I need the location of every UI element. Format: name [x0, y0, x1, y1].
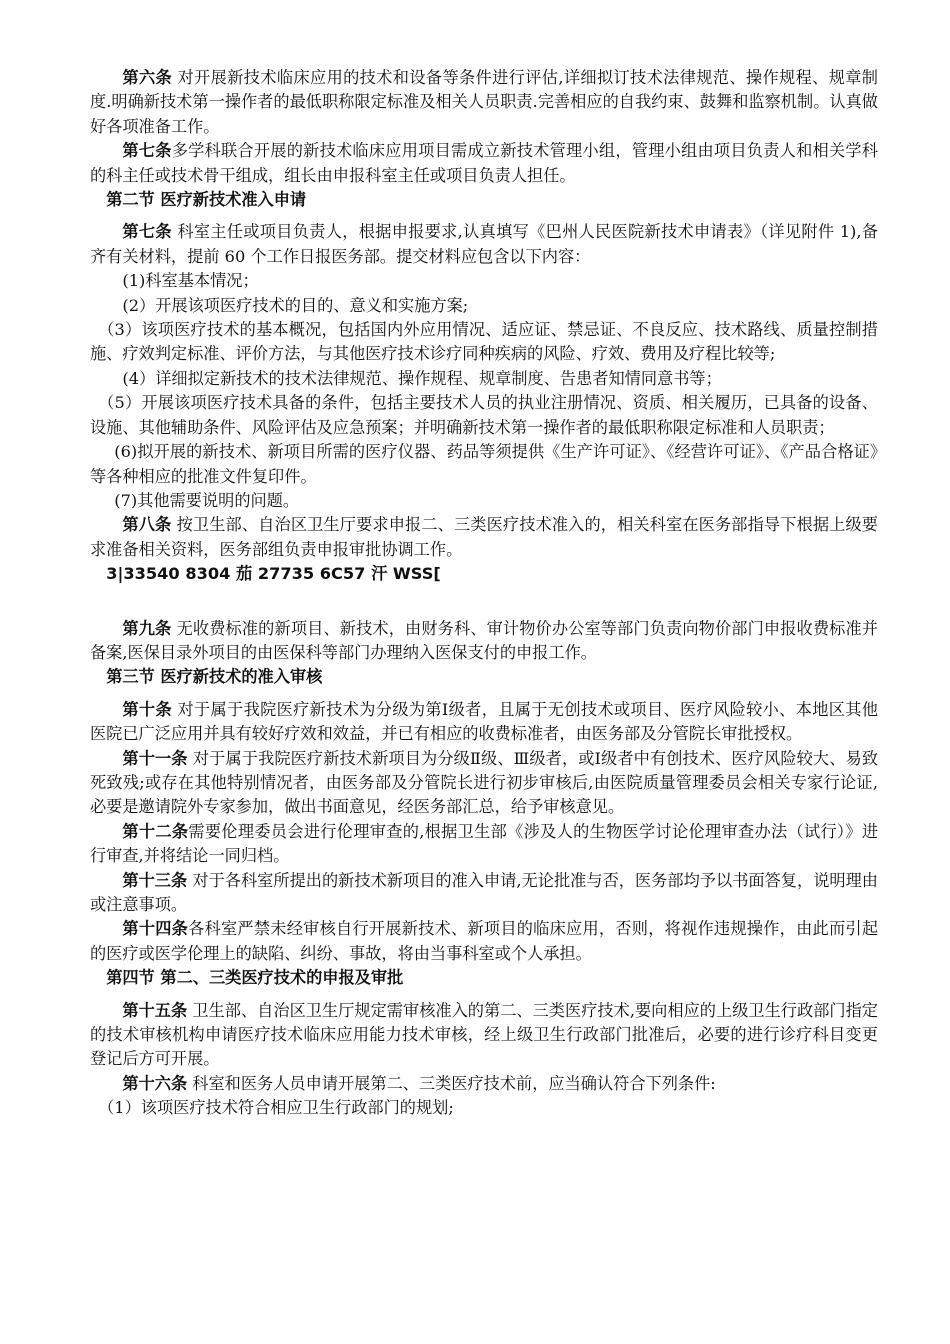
article-label: 第十四条: [122, 919, 189, 939]
article-text: 多学科联合开展的新技术临床应用项目需成立新技术管理小组，管理小组由项目负责人和相关学科的科主任或技术骨干组成，组长由申报科室主任或项目负责人担任。: [90, 141, 878, 185]
article-text: 科室主任或项目负责人，根据申报要求,认真填写《巴州人民医院新技术申请表》（详见附件 1),备齐有关材料，提前 60 个工作日报医务部。提交材料应包含以下内容：: [90, 222, 879, 266]
list-item-5: （5）开展该项医疗技术具备的条件，包括主要技术人员的执业注册情况、资质、相关履历，已具备的设备、设施、其他辅助条件、风险评估及应急预案；并明确新技术第一操作者的最低职称限定标准和人员职责；: [90, 393, 878, 437]
article-label: 第十条: [122, 699, 172, 719]
list-item-7: (7)其他需要说明的问题。: [114, 490, 300, 510]
list-item-1: (1)科室基本情况；: [122, 271, 259, 291]
article-label: 第十六条: [122, 1073, 188, 1093]
article-label: 第十三条: [122, 870, 188, 890]
article-text: 卫生部、自治区卫生厅规定需审核准入的第二、三类医疗技术,要向相应的上级卫生行政部门指定的技术审核机构申请医疗技术临床应用能力技术审核，经上级卫生行政部门批准后，必要的进行诊疗科目变更登记后方可开展。: [90, 1000, 878, 1069]
article-12-paragraph: [90, 820, 878, 869]
article-text: 对于属于我院医疗新技术为分级为第Ⅰ级者，且属于无创技术或项目、医疗风险较小、本地区其他医院已广泛应用并具有较好疗效和效益，并已有相应的收费标准者，由医务部及分管院长审批授权。: [90, 699, 879, 744]
article-label: 第七条: [122, 141, 172, 161]
article-14-paragraph: [90, 917, 878, 966]
article-7-team-paragraph: [90, 139, 878, 188]
article-text: 需要伦理委员会进行伦理审查的,根据卫生部《涉及人的生物医学讨论伦理审查办法（试行）》进行审查,并将结论一同归档。: [90, 821, 879, 866]
section-heading-4: 第四节 第二、三类医疗技术的申报及审批: [106, 968, 404, 988]
article-7-application-paragraph: [90, 220, 878, 269]
article-9-paragraph: [90, 617, 878, 666]
article-text: 科室和医务人员申请开展第二、三类医疗技术前，应当确认符合下列条件:: [187, 1073, 716, 1093]
article-label: 第八条: [122, 515, 172, 535]
article-label: 第十二条: [122, 821, 189, 841]
article-13-paragraph: [90, 869, 878, 918]
article-text: 对于各科室所提出的新技术新项目的准入申请,无论批准与否，医务部均予以书面答复，说明理由或注意事项。: [90, 870, 878, 914]
article-label: 第九条: [122, 618, 172, 638]
article-8-paragraph: [90, 513, 878, 562]
list-item-4: (4）详细拟定新技术的技术法律规范、操作规程、规章制度、告患者知情同意书等；: [122, 368, 722, 388]
article-text: 对开展新技术临床应用的技术和设备等条件进行评估,详细拟订技术法律规范、操作规程、规章制度.明确新技术第一操作者的最低职称限定标准及相关人员职责.完善相应的自我约束、鼓舞和监察机制。认真做好各项准备工作。: [90, 68, 878, 136]
list-item-3: （3）该项医疗技术的基本概况，包括国内外应用情况、适应证、禁忌证、不良反应、技术路线、质量控制措施、疗效判定标准、评价方法，与其他医疗技术诊疗同种疾病的风险、疗效、费用及疗程比较等;: [90, 320, 878, 364]
article-label: 第十一条: [122, 748, 188, 768]
article-10-paragraph: [90, 698, 878, 747]
list-item-6: (6)拟开展的新技术、新项目所需的医疗仪器、药品等须提供《生产许可证》、《经营许可证》、《产品合格证》等各种相应的批准文件复印件。: [90, 442, 878, 486]
article-label: 第七条: [122, 222, 172, 242]
article-15-paragraph: [90, 999, 878, 1072]
article-text: 各科室严禁未经审核自行开展新技术、新项目的临床应用，否则，将视作违规操作，由此而引起的医疗或医学伦理上的缺陷、纠纷、事故，将由当事科室或个人承担。: [90, 919, 879, 963]
article-label: 第十五条: [122, 1000, 188, 1020]
section-heading-3: 第三节 医疗新技术的准入审核: [106, 667, 323, 687]
condition-item-1: （1）该项医疗技术符合相应卫生行政部门的规划;: [98, 1098, 454, 1118]
garbled-text-line: 3|33540 8304 茄 27735 6C57 汗 WSS[: [106, 564, 441, 584]
article-16-paragraph: [90, 1072, 878, 1096]
article-text: 无收费标准的新项目、新技术，由财务科、审计物价办公室等部门负责向物价部门申报收费标准并备案,医保目录外项目的由医保科等部门办理纳入医保支付的申报工作。: [90, 618, 878, 662]
article-11-paragraph: [90, 747, 878, 820]
article-label: 第六条: [122, 68, 173, 87]
list-item-2: (2）开展该项医疗技术的目的、意义和实施方案;: [122, 295, 469, 315]
article-text: 对于属于我院医疗新技术新项目为分级Ⅱ级、Ⅲ级者，或Ⅰ级者中有创技术、医疗风险较大、易致死致残;或存在其他特别情况者，由医务部及分管院长进行初步审核后,由医院质量管理委员会相关专家行论证,必要是邀请院外专家参加，做出书面意见，经医务部汇总，给予审核意见。: [90, 748, 879, 817]
section-heading-2: 第二节 医疗新技术准入申请: [106, 190, 307, 210]
article-text: 按卫生部、自治区卫生厅要求申报二、三类医疗技术准入的，相关科室在医务部指导下根据上级要求准备相关资料，医务部组负责申报审批协调工作。: [90, 515, 878, 559]
article-6-paragraph: [90, 66, 878, 139]
